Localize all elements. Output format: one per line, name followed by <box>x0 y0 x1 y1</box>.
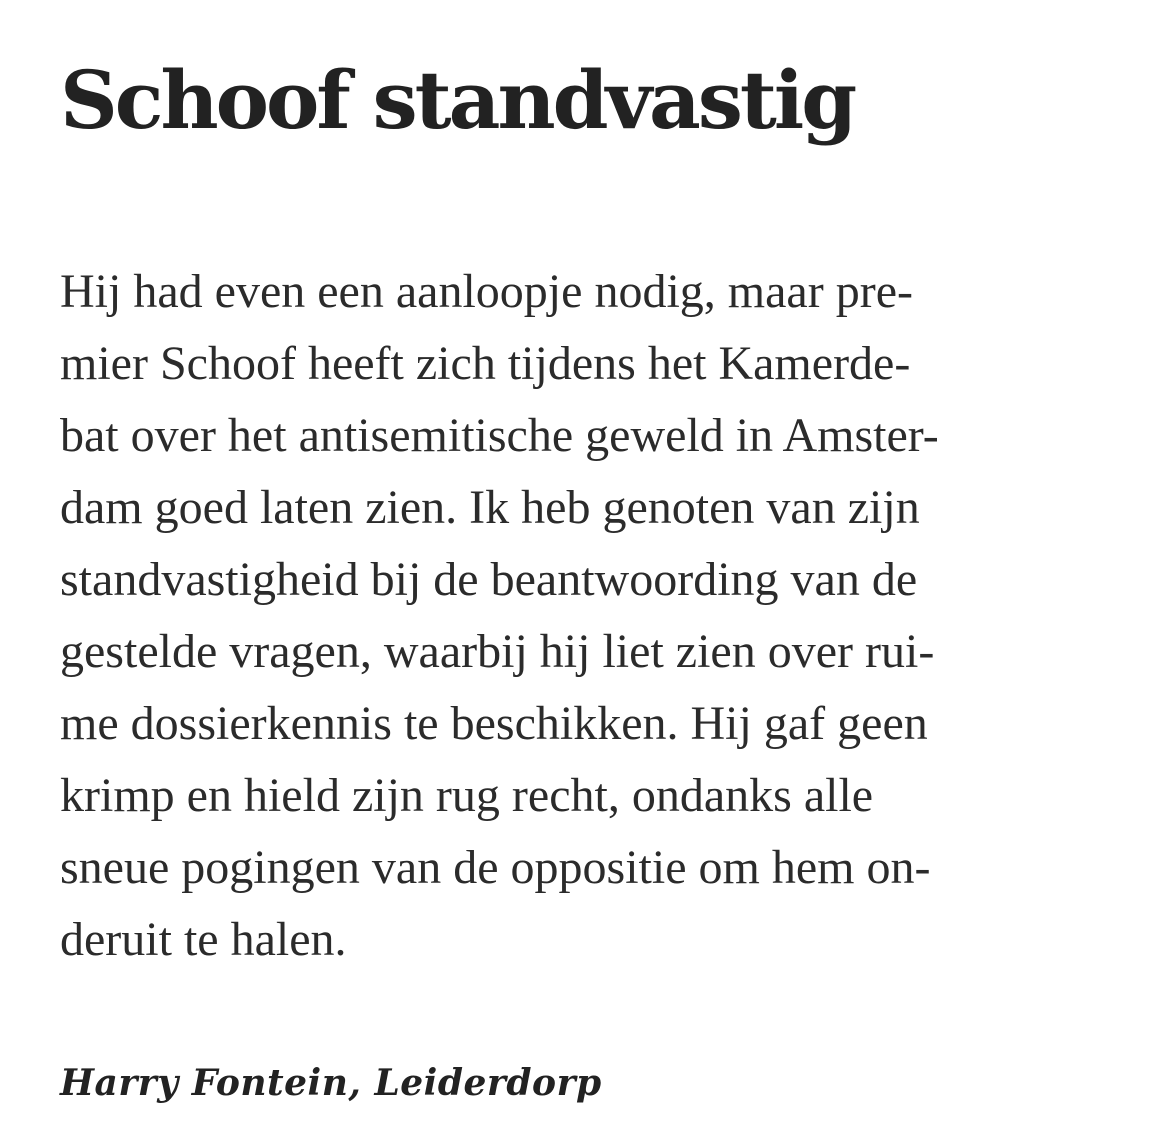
body-line: dam goed laten zien. Ik heb genoten van zijn <box>60 481 920 534</box>
body-line: bat over het antisemitische geweld in Amster- <box>60 409 939 462</box>
body-line: deruit te halen. <box>60 913 347 966</box>
body-line: mier Schoof heeft zich tijdens het Kamerde- <box>60 337 911 390</box>
body-line: sneue pogingen van de oppositie om hem on- <box>60 841 931 894</box>
body-line: me dossierkennis te beschikken. Hij gaf geen <box>60 697 928 750</box>
letter-body <box>60 256 1130 976</box>
letter-signature: Harry Fontein, Leiderdorp <box>60 1062 602 1104</box>
body-line: krimp en hield zijn rug recht, ondanks alle <box>60 769 874 822</box>
body-line: standvastigheid bij de beantwoording van de <box>60 553 918 606</box>
body-line: gestelde vragen, waarbij hij liet zien over rui- <box>60 625 935 678</box>
letter-headline: Schoof standvastig <box>60 53 855 147</box>
body-line: Hij had even een aanloopje nodig, maar pre- <box>60 265 913 318</box>
